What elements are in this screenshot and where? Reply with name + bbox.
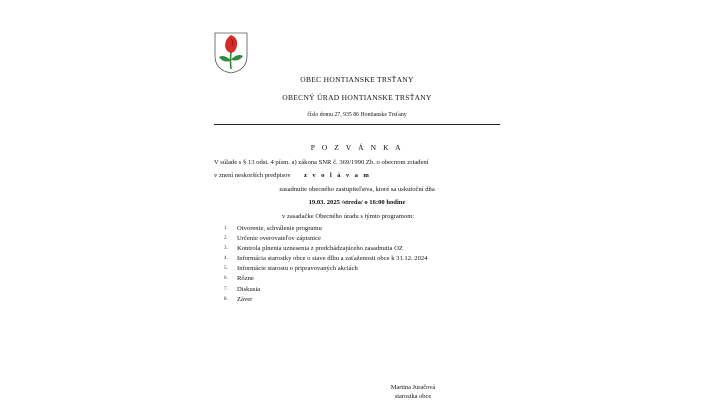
item-number: 3.	[224, 246, 228, 252]
list-item	[224, 264, 428, 274]
signatory-name: Martina Juračová	[390, 384, 436, 391]
intro-line-1: V súlade s § 13 odst. 4 písm. a) zákona SNR č. 369/1990 Zb. o obecnom zriadení	[214, 159, 429, 166]
list-item	[224, 234, 428, 244]
item-text: Diskusia	[237, 285, 261, 293]
municipality-name: OBEC HONTIANSKE TRSŤANY	[300, 75, 414, 84]
header-divider	[214, 124, 500, 125]
item-text: Záver	[237, 295, 253, 303]
item-number: 2.	[224, 236, 228, 242]
list-item	[224, 274, 428, 284]
list-item	[224, 254, 428, 264]
list-item	[224, 285, 428, 295]
item-number: 6.	[224, 276, 228, 282]
rose-crest-icon	[214, 32, 248, 74]
office-name: OBECNÝ ÚRAD HONTIANSKE TRSŤANY	[282, 93, 432, 102]
item-number: 8.	[224, 296, 228, 302]
list-item	[224, 295, 428, 305]
summon-keyword: z v o l á v a m	[304, 172, 371, 179]
intro-line-2: v znení neskorších predpisov	[214, 172, 291, 179]
item-text: Rôzne	[237, 275, 254, 283]
item-text: Otvorenie, schválenie programu	[237, 225, 322, 232]
item-number: 5.	[224, 266, 228, 272]
program-list	[224, 224, 428, 305]
list-item	[224, 244, 428, 254]
intro-line-3: zasadnutie obecného zastupiteľstva, ktoré sa uskutoční dňa	[279, 186, 435, 193]
invitation-title: P O Z V Á N K A	[310, 143, 404, 152]
item-text: Informácie starostu o pripravovaných akciách	[237, 265, 358, 273]
meeting-date-time: 19.03. 2025 /streda/ o 16:00 hodine	[308, 199, 406, 206]
item-number: 1.	[224, 226, 228, 231]
item-number: 4.	[224, 256, 228, 262]
item-text: Informácia starostky obce o stave dlhu a zaťaženosti obce k 31.12. 2024	[237, 255, 428, 263]
item-number: 7.	[224, 286, 228, 292]
signatory-role: starostka obce	[394, 393, 432, 400]
office-address: číslo domu 27, 935 86 Hontianske Trsťany	[307, 112, 407, 118]
list-item	[224, 224, 428, 234]
intro-line-4: v zasadačke Obecného úradu s týmto programom:	[282, 213, 415, 220]
item-text: Určenie overovateľov zápisnice	[237, 235, 321, 243]
item-text: Kontrola plnenia uznesenia z predchádzajúceho zasadnutia OZ	[237, 245, 403, 253]
